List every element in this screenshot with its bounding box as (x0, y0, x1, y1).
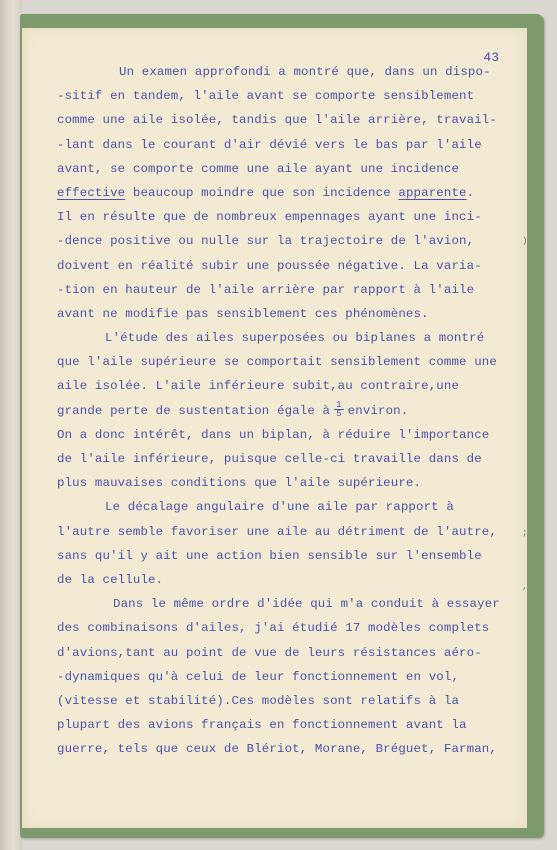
book-spine (0, 0, 22, 850)
text-line: On a donc intérêt, dans un biplan, à réduire l'importance (57, 427, 490, 442)
text-line: -dence positive ou nulle sur la trajectoire de l'avion, (57, 234, 475, 249)
text-line: Il en résulte que de nombreux empennages ayant une inci- (57, 210, 482, 225)
text-line: des combinaisons d'ailes, j'ai étudié 17 modèles complets (57, 621, 490, 636)
page-number: 43 (483, 50, 499, 65)
paragraph-stagger (57, 495, 519, 592)
text-line: de l'aile inférieure, puisque celle-ci travaille dans de (57, 452, 482, 466)
text-line: avant, se comporte comme une aile ayant une incidence (57, 161, 460, 176)
text-line: comme une aile isolée, tandis que l'aile arrière, travail- (57, 113, 497, 128)
paragraph-biplanes (57, 326, 519, 423)
text-line (57, 181, 519, 205)
text-line: Le décalage angulaire d'une aile par rapport à (105, 500, 454, 515)
paragraph-lower-wing (57, 423, 519, 496)
text-line: de la cellule. (57, 572, 164, 587)
text-fragment: grande perte de sustentation égale à (57, 403, 331, 418)
text-line: -sitif en tandem, l'aile avant se comporte sensiblement (57, 89, 475, 104)
paragraph-models (57, 592, 519, 761)
text-line: l'autre semble favoriser une aile au détriment de l'autre, (57, 524, 497, 539)
text-line: Un examen approfondi a montré que, dans un dispo- (119, 65, 491, 79)
fraction (334, 401, 344, 418)
margin-mark: ; (522, 528, 528, 538)
document-body (57, 60, 519, 761)
fraction-denominator: 5 (336, 408, 342, 419)
text-line: d'avions,tant au point de vue de leurs résistances aéro- (57, 645, 482, 660)
text-line: -lant dans le courant d'air dévié vers le bas par l'aile (57, 137, 482, 152)
text-line: aile isolée. L'aile inférieure subit,au contraire,une (57, 379, 460, 394)
text-line: -dynamiques qu'à celui de leur fonctionnement en vol, (57, 669, 460, 684)
text-line: Dans le même ordre d'idée qui m'a conduit à essayer (113, 597, 500, 612)
margin-mark: ) (522, 236, 528, 246)
text-line: plupart des avions français en fonctionnement avant la (57, 718, 467, 733)
margin-mark: , (522, 582, 528, 592)
text-line (57, 399, 519, 423)
text-fragment: . (466, 185, 475, 200)
text-line: plus mauvaises conditions que l'aile supérieure. (57, 476, 422, 491)
text-fragment: beaucoup moindre que son incidence (125, 185, 399, 200)
text-line: guerre, tels que ceux de Blériot, Morane, Bréguet, Farman, (57, 742, 497, 757)
text-line: L'étude des ailes superposées ou biplanes a montré (105, 331, 485, 346)
text-fragment: environ. (347, 403, 409, 418)
text-line: -tion en hauteur de l'aile arrière par rapport à l'aile (57, 282, 475, 297)
text-line: doivent en réalité subir une poussée négative. La varia- (57, 258, 482, 273)
text-line: que l'aile supérieure se comportait sensiblement comme une (57, 355, 497, 370)
text-line: sans qu'il y ait une action bien sensible sur l'ensemble (57, 548, 482, 563)
fraction-numerator: 1 (336, 399, 342, 410)
underlined-word: effective (57, 185, 126, 200)
text-line: avant ne modifie pas sensiblement ces phénomènes. (57, 306, 429, 321)
paragraph-tandem (57, 60, 519, 326)
underlined-word: apparente (398, 185, 467, 200)
text-line: (vitesse et stabilité).Ces modèles sont relatifs à la (57, 693, 460, 708)
